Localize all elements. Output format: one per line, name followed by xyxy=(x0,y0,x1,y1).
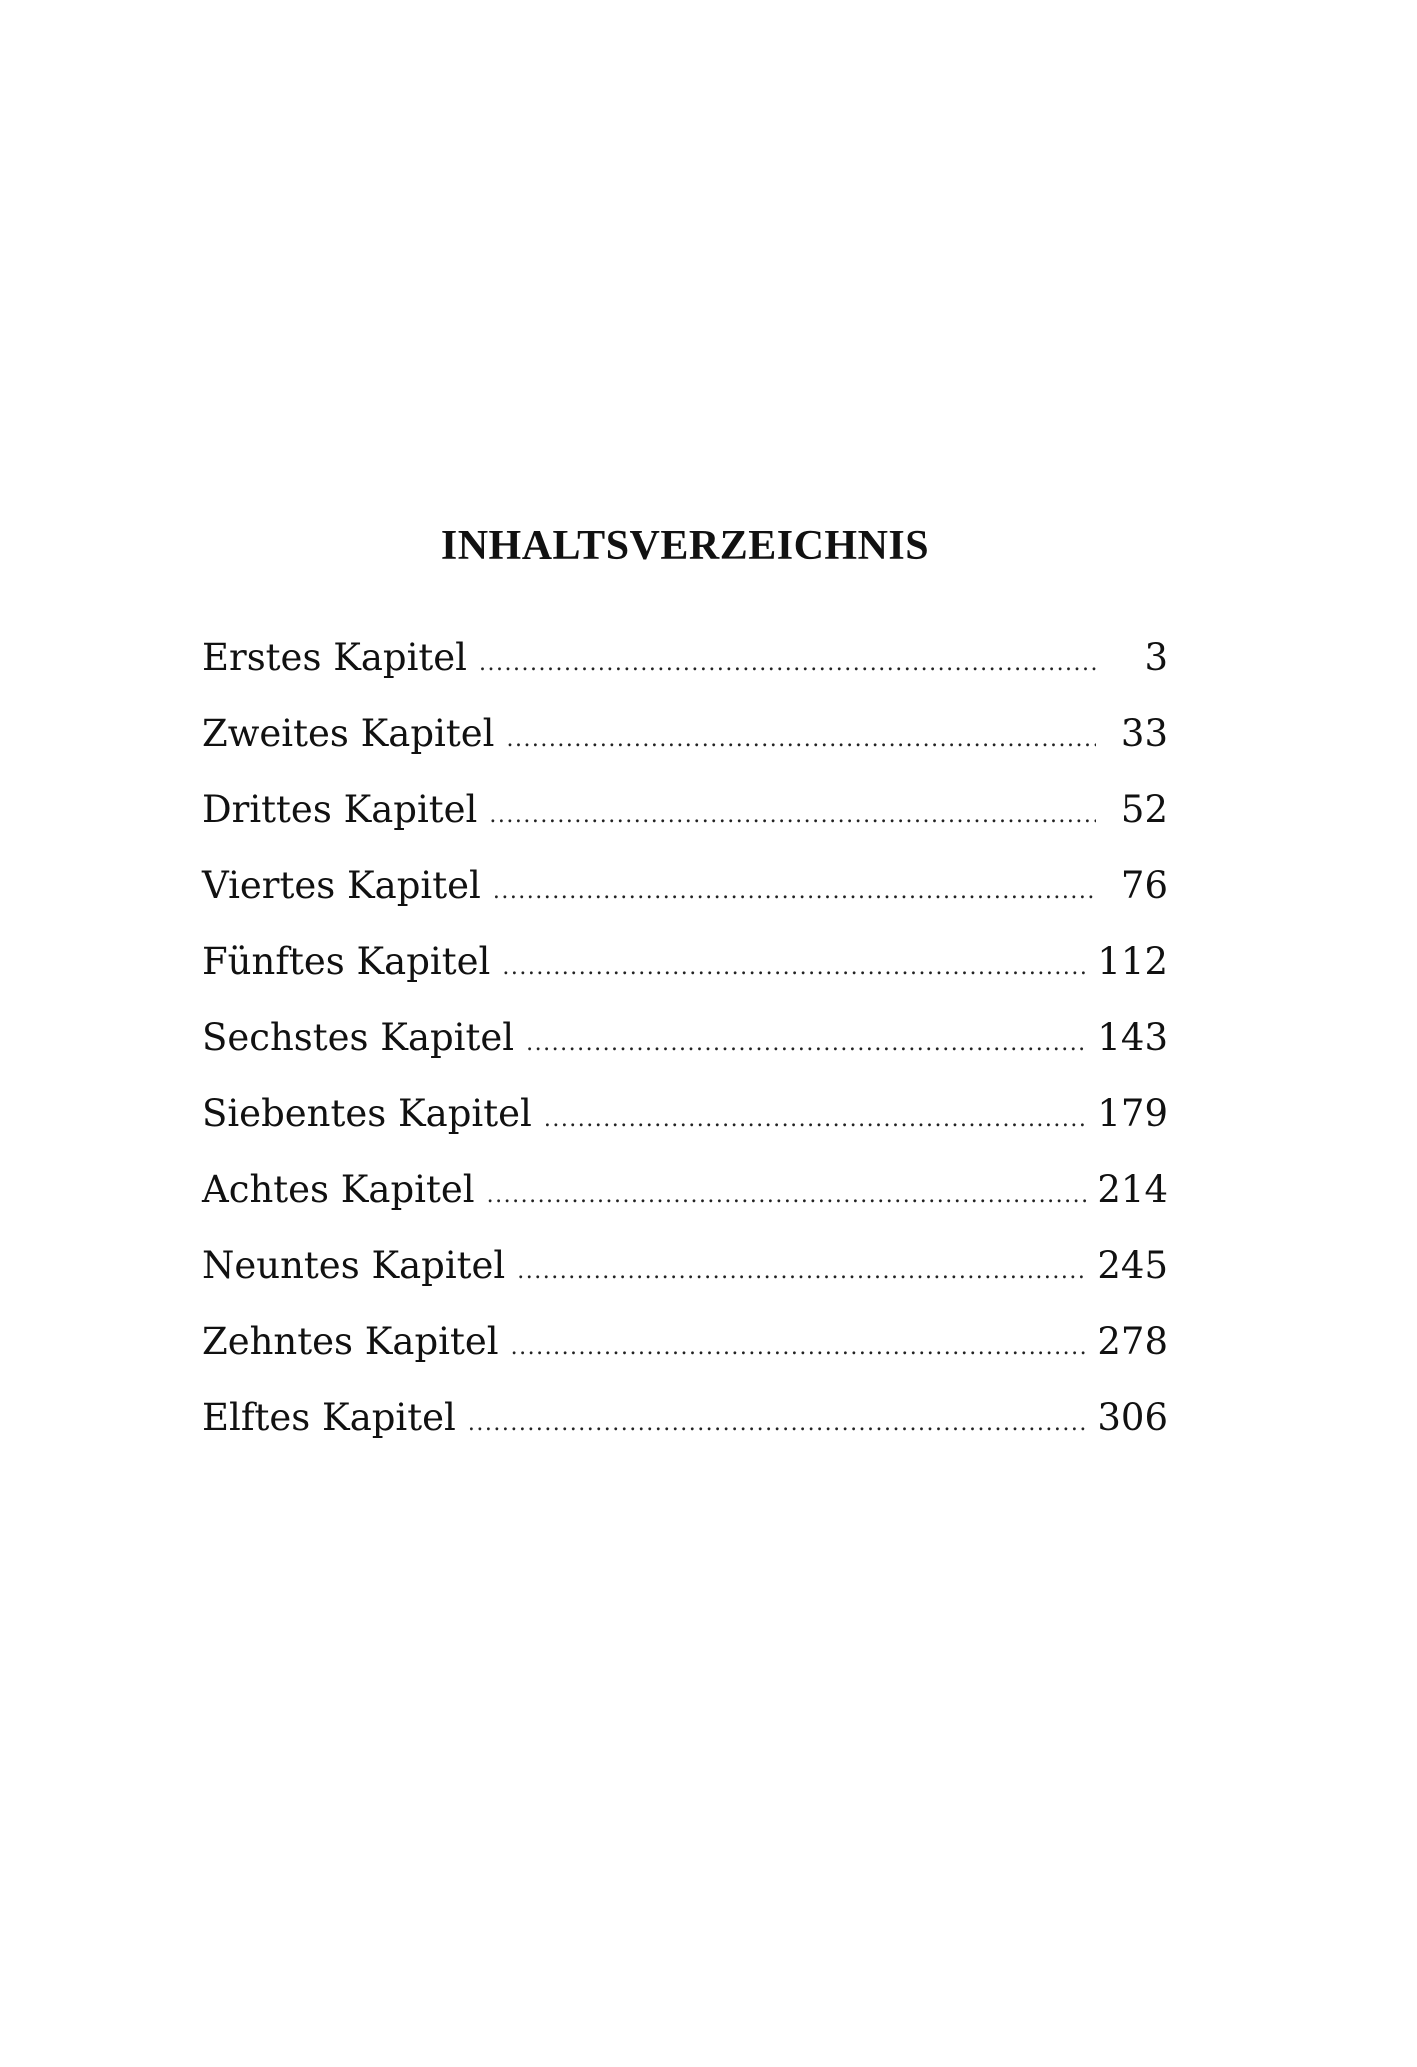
toc-entry-page-number: 112 xyxy=(1097,940,1168,983)
toc-entry-label: Siebentes Kapitel xyxy=(202,1092,532,1135)
toc-entry-page-number: 76 xyxy=(1120,864,1168,907)
toc-entry-3[interactable] xyxy=(202,772,1168,848)
toc-entry-label: Erstes Kapitel xyxy=(202,636,468,679)
toc-entry-label: Zweites Kapitel xyxy=(202,712,495,755)
toc-entry-10[interactable] xyxy=(202,1304,1168,1380)
toc-entry-2[interactable] xyxy=(202,696,1168,772)
toc-entry-label: Viertes Kapitel xyxy=(202,864,481,907)
toc-entry-5[interactable] xyxy=(202,924,1168,1000)
toc-entry-label: Neuntes Kapitel xyxy=(202,1244,506,1287)
toc-entry-label: Achtes Kapitel xyxy=(202,1168,475,1211)
dot-leader xyxy=(468,1386,1088,1462)
dot-leader xyxy=(511,1310,1088,1386)
dot-leader xyxy=(493,854,1096,930)
toc-entry-page-number: 214 xyxy=(1097,1168,1168,1211)
toc-entry-label: Elftes Kapitel xyxy=(202,1396,456,1439)
table-of-contents xyxy=(202,620,1168,1456)
toc-entry-page-number: 306 xyxy=(1097,1396,1168,1439)
toc-entry-label: Zehntes Kapitel xyxy=(202,1320,499,1363)
dot-leader xyxy=(487,1158,1088,1234)
toc-entry-8[interactable] xyxy=(202,1152,1168,1228)
toc-entry-page-number: 3 xyxy=(1144,636,1168,679)
dot-leader xyxy=(544,1082,1088,1158)
toc-entry-page-number: 52 xyxy=(1120,788,1168,831)
toc-entry-label: Sechstes Kapitel xyxy=(202,1016,515,1059)
dot-leader xyxy=(479,626,1096,702)
page-title: INHALTSVERZEICHNIS xyxy=(440,523,930,569)
dot-leader xyxy=(506,702,1096,778)
toc-entry-11[interactable] xyxy=(202,1380,1168,1456)
toc-entry-7[interactable] xyxy=(202,1076,1168,1152)
dot-leader xyxy=(526,1006,1087,1082)
toc-entry-1[interactable] xyxy=(202,620,1168,696)
toc-entry-4[interactable] xyxy=(202,848,1168,924)
toc-entry-page-number: 33 xyxy=(1120,712,1168,755)
dot-leader xyxy=(502,930,1087,1006)
toc-entry-9[interactable] xyxy=(202,1228,1168,1304)
toc-entry-page-number: 245 xyxy=(1097,1244,1168,1287)
toc-entry-label: Drittes Kapitel xyxy=(202,788,478,831)
toc-entry-label: Fünftes Kapitel xyxy=(202,940,491,983)
toc-entry-page-number: 278 xyxy=(1097,1320,1168,1363)
dot-leader xyxy=(489,778,1096,854)
toc-entry-page-number: 179 xyxy=(1097,1092,1168,1135)
toc-entry-6[interactable] xyxy=(202,1000,1168,1076)
toc-entry-page-number: 143 xyxy=(1097,1016,1168,1059)
dot-leader xyxy=(517,1234,1087,1310)
